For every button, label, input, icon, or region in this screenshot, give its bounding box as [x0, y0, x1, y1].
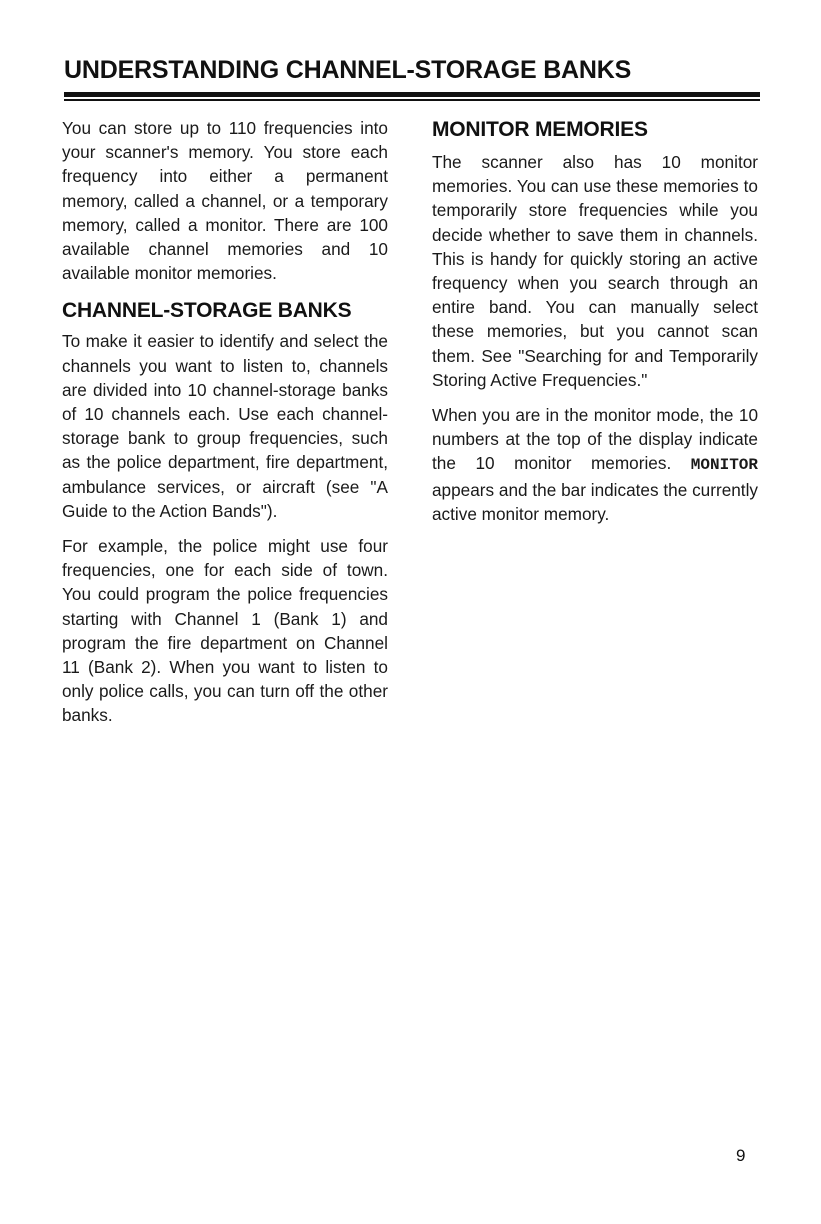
channel-storage-banks-heading: CHANNEL-STORAGE BANKS: [62, 299, 352, 323]
monitor-mode-paragraph: [432, 403, 758, 526]
left-column: [62, 116, 388, 739]
example-paragraph: For example, the police might use four frequencies, one for each side of town. You could program the police frequencies starting with Channel 1 (Bank 1) and program the fire department on Channel 11 (Bank 2). When you want to listen to only police calls, you can turn off the other banks.: [62, 536, 388, 726]
monitor-mode-text-after: appears and the bar indicates the currently active monitor memory.: [432, 479, 758, 524]
page-title: UNDERSTANDING CHANNEL-STORAGE BANKS: [64, 56, 632, 84]
monitor-display-word: MONITOR: [690, 456, 758, 475]
title-rule-thin: [64, 99, 760, 101]
monitor-mode-text-before: When you are in the monitor mode, the 10 numbers at the top of the display indicate the 10 monitor memories.: [432, 405, 758, 474]
intro-paragraph: You can store up to 110 frequencies into your scanner's memory. You store each frequency into either a permanent memory, called a channel, or a temporary memory, called a monitor. There are 100 available channel memories and 10 available monitor memories.: [62, 118, 388, 284]
title-rule-thick: [64, 92, 760, 97]
monitor-memories-paragraph: The scanner also has 10 monitor memories. You can use these memories to temporarily store frequencies while you decide whether to save them in channels. This is handy for quickly storing an active frequency when you search through an entire band. You can manually select these memories, but you cannot scan them. See "Searching for and Temporarily Storing Active Frequencies.": [432, 152, 758, 390]
channel-banks-paragraph: To make it easier to identify and select the channels you want to listen to, channels are divided into 10 channel-storage banks of 10 channels each. Use each channel-storage bank to group frequencies, such as the police department, fire department, ambulance services, or aircraft (see "A Guide to the Action Bands").: [62, 331, 388, 521]
monitor-memories-heading: MONITOR MEMORIES: [432, 118, 648, 141]
right-column: [432, 116, 758, 537]
page-number: 9: [736, 1146, 746, 1165]
